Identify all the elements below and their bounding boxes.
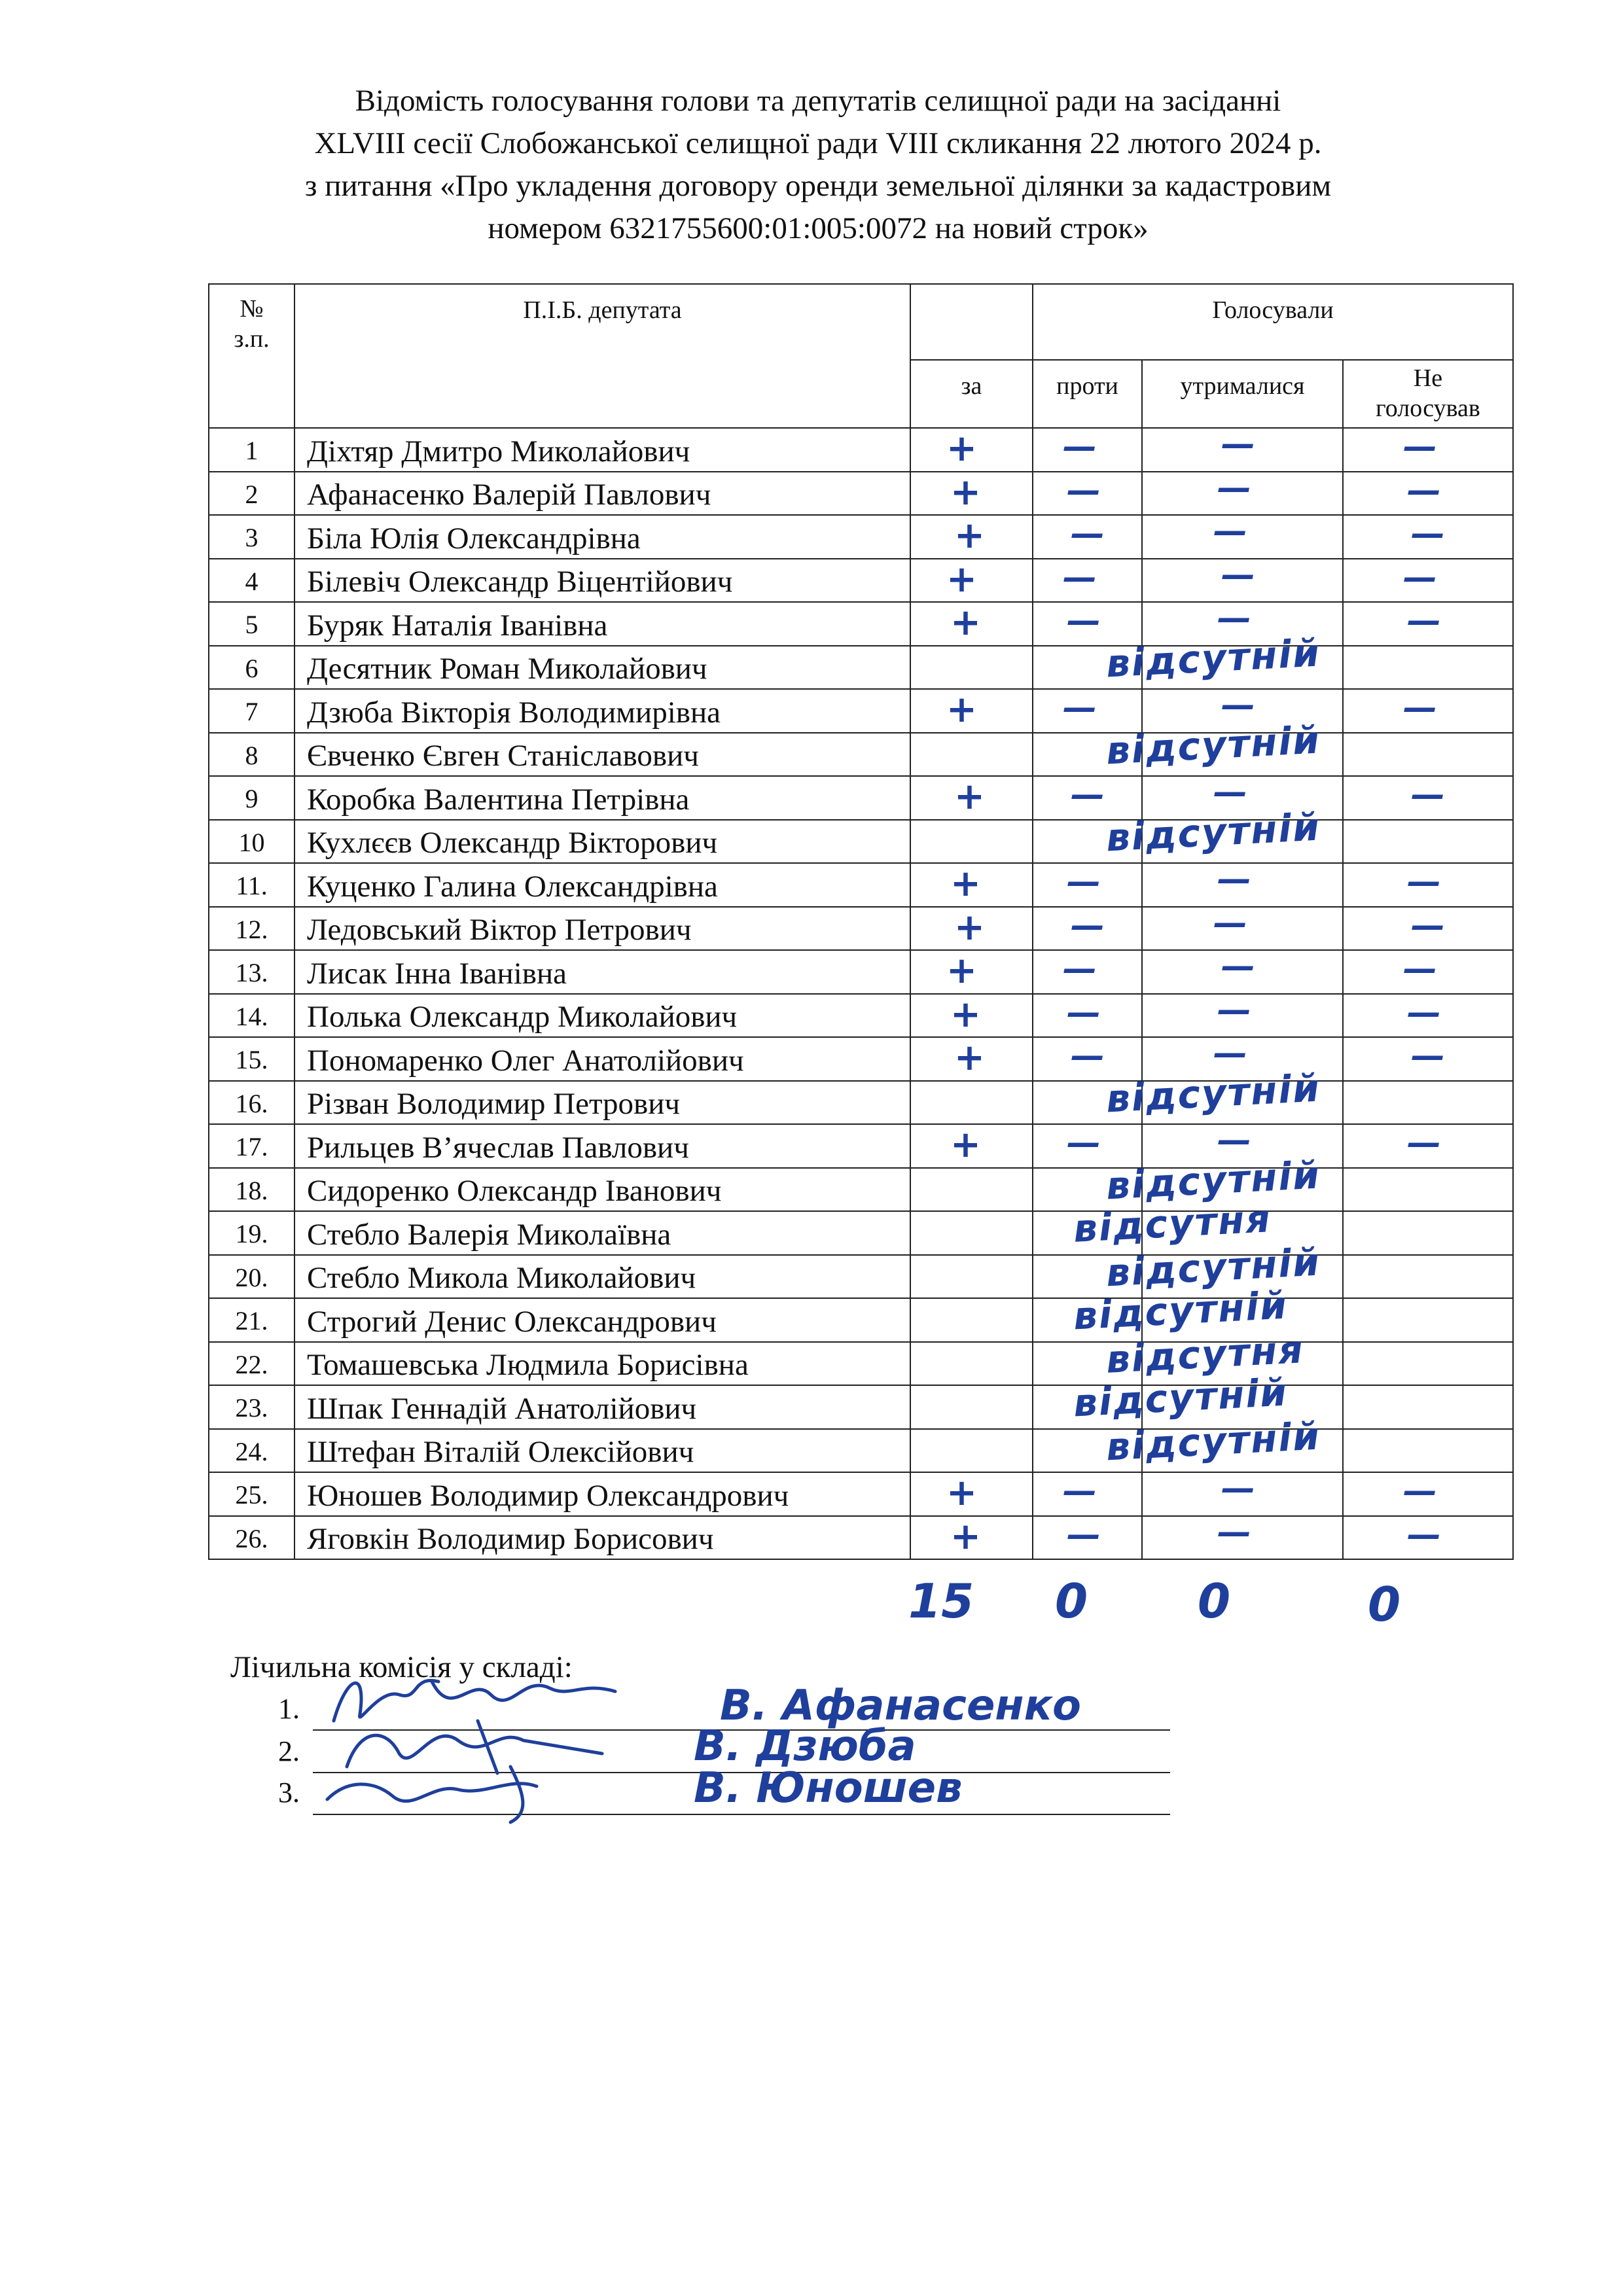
cell-for [910, 1255, 1033, 1299]
novote-dash-mark: — [1407, 601, 1441, 641]
for-plus-mark: + [946, 557, 977, 601]
cell-novote [1343, 1429, 1513, 1473]
abstain-dash-mark: — [1217, 599, 1251, 638]
for-plus-mark: + [946, 949, 977, 992]
column-header-name: П.І.Б. депутата [294, 284, 910, 428]
abstain-dash-mark: — [1213, 903, 1247, 943]
abstain-dash-mark: — [1213, 1034, 1247, 1073]
deputy-name: Томашевська Людмила Борисівна [294, 1342, 910, 1386]
deputy-name: Сидоренко Олександр Іванович [294, 1168, 910, 1212]
absent-mark: відсутній [1105, 1152, 1322, 1209]
row-number: 14. [209, 994, 294, 1038]
cell-for [910, 1298, 1033, 1342]
cell-novote [1343, 1298, 1513, 1342]
cell-novote [1343, 646, 1513, 690]
table-row [209, 994, 1513, 1038]
cell-for [910, 1211, 1033, 1255]
deputy-name: Куценко Галина Олександрівна [294, 863, 910, 907]
row-number: 24. [209, 1429, 294, 1473]
row-number: 19. [209, 1211, 294, 1255]
row-number: 13. [209, 950, 294, 994]
against-dash-mark: — [1067, 862, 1101, 902]
deputy-name: Євченко Євген Станіславович [294, 733, 910, 777]
table-row [209, 863, 1513, 907]
total-against: 0 [1055, 1574, 1088, 1629]
novote-dash-mark: — [1407, 1123, 1441, 1163]
for-plus-mark: + [950, 470, 981, 514]
novote-dash-mark: — [1411, 1036, 1445, 1076]
deputy-name: Стебло Микола Миколайович [294, 1255, 910, 1299]
against-dash-mark: — [1071, 775, 1105, 815]
novote-dash-mark: — [1403, 688, 1437, 728]
absent-mark: відсутній [1105, 804, 1322, 860]
deputy-name: Біла Юлія Олександрівна [294, 515, 910, 559]
for-plus-mark: + [954, 1036, 985, 1079]
column-header-novote: Не голосував [1343, 360, 1513, 428]
deputy-name: Яговкін Володимир Борисович [294, 1516, 910, 1560]
absent-mark: відсутня [1072, 1196, 1273, 1251]
abstain-dash-mark: — [1221, 1469, 1255, 1508]
row-number: 12. [209, 907, 294, 951]
row-number: 15. [209, 1037, 294, 1081]
table-row [209, 428, 1513, 472]
document-header [151, 80, 1486, 250]
for-plus-mark: + [950, 1515, 981, 1558]
novote-dash-mark: — [1403, 1472, 1437, 1511]
for-plus-mark: + [946, 427, 977, 470]
column-header-for: за [910, 360, 1033, 428]
abstain-dash-mark: — [1221, 555, 1255, 595]
novote-dash-mark: — [1403, 557, 1437, 597]
row-number: 23. [209, 1385, 294, 1429]
for-plus-mark: + [946, 1472, 977, 1514]
against-dash-mark: — [1071, 906, 1105, 945]
deputy-name: Полька Олександр Миколайович [294, 994, 910, 1038]
abstain-dash-mark: — [1221, 425, 1255, 464]
commission-title: Лічильна комісія у складі: [230, 1650, 573, 1684]
commission-member-1-name: В. Афанасенко [720, 1682, 1081, 1730]
signature-3 [314, 1760, 589, 1826]
deputy-name: Афанасенко Валерій Павлович [294, 472, 910, 516]
row-number: 4 [209, 559, 294, 603]
table-row [209, 1472, 1513, 1516]
absent-mark: відсутній [1105, 716, 1322, 773]
abstain-dash-mark: — [1217, 468, 1251, 508]
row-number: 1 [209, 428, 294, 472]
deputy-name: Пономаренко Олег Анатолійович [294, 1037, 910, 1081]
deputy-name: Десятник Роман Миколайович [294, 646, 910, 690]
table-row [209, 950, 1513, 994]
cell-novote [1343, 1211, 1513, 1255]
deputy-name: Юношев Володимир Олександрович [294, 1472, 910, 1516]
table-row [209, 559, 1513, 603]
for-plus-mark: + [950, 1123, 981, 1166]
absent-mark: відсутній [1105, 1065, 1322, 1122]
novote-dash-mark: — [1403, 949, 1437, 989]
novote-dash-mark: — [1411, 775, 1445, 815]
for-plus-mark: + [954, 514, 985, 557]
cell-novote [1343, 1385, 1513, 1429]
deputy-name: Діхтяр Дмитро Миколайович [294, 428, 910, 472]
against-dash-mark: — [1063, 949, 1097, 989]
abstain-dash-mark: — [1221, 947, 1255, 986]
against-dash-mark: — [1063, 688, 1097, 728]
column-header-number: № з.п. [209, 284, 294, 428]
total-for: 15 [908, 1574, 974, 1629]
deputy-name: Різван Володимир Петрович [294, 1081, 910, 1125]
cell-for [910, 733, 1033, 777]
deputy-name: Рильцев В’ячеслав Павлович [294, 1124, 910, 1168]
row-number: 25. [209, 1472, 294, 1516]
abstain-dash-mark: — [1217, 1121, 1251, 1160]
commission-member-3-number: 3. [278, 1776, 300, 1809]
cell-novote [1343, 1255, 1513, 1299]
column-header-abstain: утрималися [1142, 360, 1343, 428]
abstain-dash-mark: — [1217, 1512, 1251, 1552]
absent-mark: відсутній [1105, 629, 1322, 686]
header-line-1: Відомість голосування голови та депутатів селищної ради на засіданні [355, 84, 1281, 118]
deputy-name: Штефан Віталій Олексійович [294, 1429, 910, 1473]
deputy-name: Кухлєєв Олександр Вікторович [294, 820, 910, 864]
absent-mark: відсутній [1072, 1369, 1289, 1426]
row-number: 20. [209, 1255, 294, 1299]
row-number: 17. [209, 1124, 294, 1168]
against-dash-mark: — [1071, 1036, 1105, 1076]
cell-novote [1343, 1168, 1513, 1212]
table-row [209, 1298, 1513, 1342]
cell-novote [1343, 1081, 1513, 1125]
deputy-name: Білевіч Олександр Віцентійович [294, 559, 910, 603]
row-number: 8 [209, 733, 294, 777]
row-number: 7 [209, 689, 294, 733]
header-line-2: XLVIII сесії Слобожанської селищної ради VIII скликання 22 лютого 2024 р. [314, 126, 1322, 160]
row-number: 26. [209, 1516, 294, 1560]
cell-for [910, 1342, 1033, 1386]
deputy-name: Шпак Геннадій Анатолійович [294, 1385, 910, 1429]
against-dash-mark: — [1063, 557, 1097, 597]
commission-member-1-number: 1. [278, 1693, 300, 1725]
against-dash-mark: — [1071, 514, 1105, 554]
against-dash-mark: — [1067, 1123, 1101, 1163]
abstain-dash-mark: — [1221, 686, 1255, 725]
row-number: 22. [209, 1342, 294, 1386]
cell-for [910, 646, 1033, 690]
total-abstain: 0 [1198, 1574, 1231, 1629]
against-dash-mark: — [1063, 1472, 1097, 1511]
abstain-dash-mark: — [1213, 512, 1247, 551]
novote-dash-mark: — [1407, 1515, 1441, 1555]
for-plus-mark: + [950, 993, 981, 1036]
row-number: 10 [209, 820, 294, 864]
row-number: 5 [209, 602, 294, 646]
table-row [209, 472, 1513, 516]
against-dash-mark: — [1067, 1515, 1101, 1555]
for-plus-mark: + [950, 862, 981, 905]
absent-mark: відсутній [1105, 1239, 1322, 1296]
cell-novote [1343, 820, 1513, 864]
deputy-name: Коробка Валентина Петрівна [294, 776, 910, 820]
against-dash-mark: — [1067, 993, 1101, 1033]
cell-for [910, 1429, 1033, 1473]
for-plus-mark: + [954, 906, 985, 949]
abstain-dash-mark: — [1217, 860, 1251, 899]
novote-dash-mark: — [1411, 514, 1445, 554]
novote-dash-mark: — [1403, 427, 1437, 467]
header-line-3: з питання «Про укладення договору оренди земельної ділянки за кадастровим [304, 169, 1332, 203]
row-number: 18. [209, 1168, 294, 1212]
against-dash-mark: — [1063, 427, 1097, 467]
deputy-name: Стебло Валерія Миколаївна [294, 1211, 910, 1255]
header-line-4: номером 6321755600:01:005:0072 на новий строк» [488, 211, 1149, 245]
absent-mark: відсутня [1105, 1326, 1306, 1382]
table-row [209, 1516, 1513, 1560]
novote-dash-mark: — [1407, 470, 1441, 510]
cell-for [910, 820, 1033, 864]
absent-mark: відсутній [1105, 1413, 1322, 1470]
commission-member-2-number: 2. [278, 1735, 300, 1767]
for-plus-mark: + [950, 601, 981, 644]
novote-dash-mark: — [1407, 993, 1441, 1033]
row-number: 21. [209, 1298, 294, 1342]
column-header-against: проти [1033, 360, 1142, 428]
total-novote: 0 [1368, 1577, 1401, 1632]
cell-for [910, 1081, 1033, 1125]
table-row [209, 907, 1513, 951]
table-row [209, 1342, 1513, 1386]
deputy-name: Строгий Денис Олександрович [294, 1298, 910, 1342]
column-header-blank [910, 284, 1033, 360]
row-number: 2 [209, 472, 294, 516]
deputy-name: Лисак Інна Іванівна [294, 950, 910, 994]
row-number: 3 [209, 515, 294, 559]
column-header-voted: Голосували [1033, 284, 1513, 360]
deputy-name: Дзюба Вікторія Володимирівна [294, 689, 910, 733]
row-number: 9 [209, 776, 294, 820]
absent-mark: відсутній [1072, 1282, 1289, 1339]
cell-novote [1343, 733, 1513, 777]
table-row [209, 515, 1513, 559]
against-dash-mark: — [1067, 601, 1101, 641]
for-plus-mark: + [946, 688, 977, 731]
novote-dash-mark: — [1407, 862, 1441, 902]
abstain-dash-mark: — [1217, 990, 1251, 1030]
novote-dash-mark: — [1411, 906, 1445, 945]
voting-table [208, 283, 1514, 1560]
deputy-name: Буряк Наталія Іванівна [294, 602, 910, 646]
for-plus-mark: + [954, 775, 985, 818]
row-number: 11. [209, 863, 294, 907]
row-number: 6 [209, 646, 294, 690]
deputy-name: Ледовський Віктор Петрович [294, 907, 910, 951]
abstain-dash-mark: — [1213, 773, 1247, 812]
cell-for [910, 1385, 1033, 1429]
row-number: 16. [209, 1081, 294, 1125]
against-dash-mark: — [1067, 470, 1101, 510]
cell-novote [1343, 1342, 1513, 1386]
cell-for [910, 1168, 1033, 1212]
commission-member-2-name: В. Дзюба [694, 1722, 916, 1771]
commission-member-3-name: В. Юношев [694, 1764, 963, 1812]
